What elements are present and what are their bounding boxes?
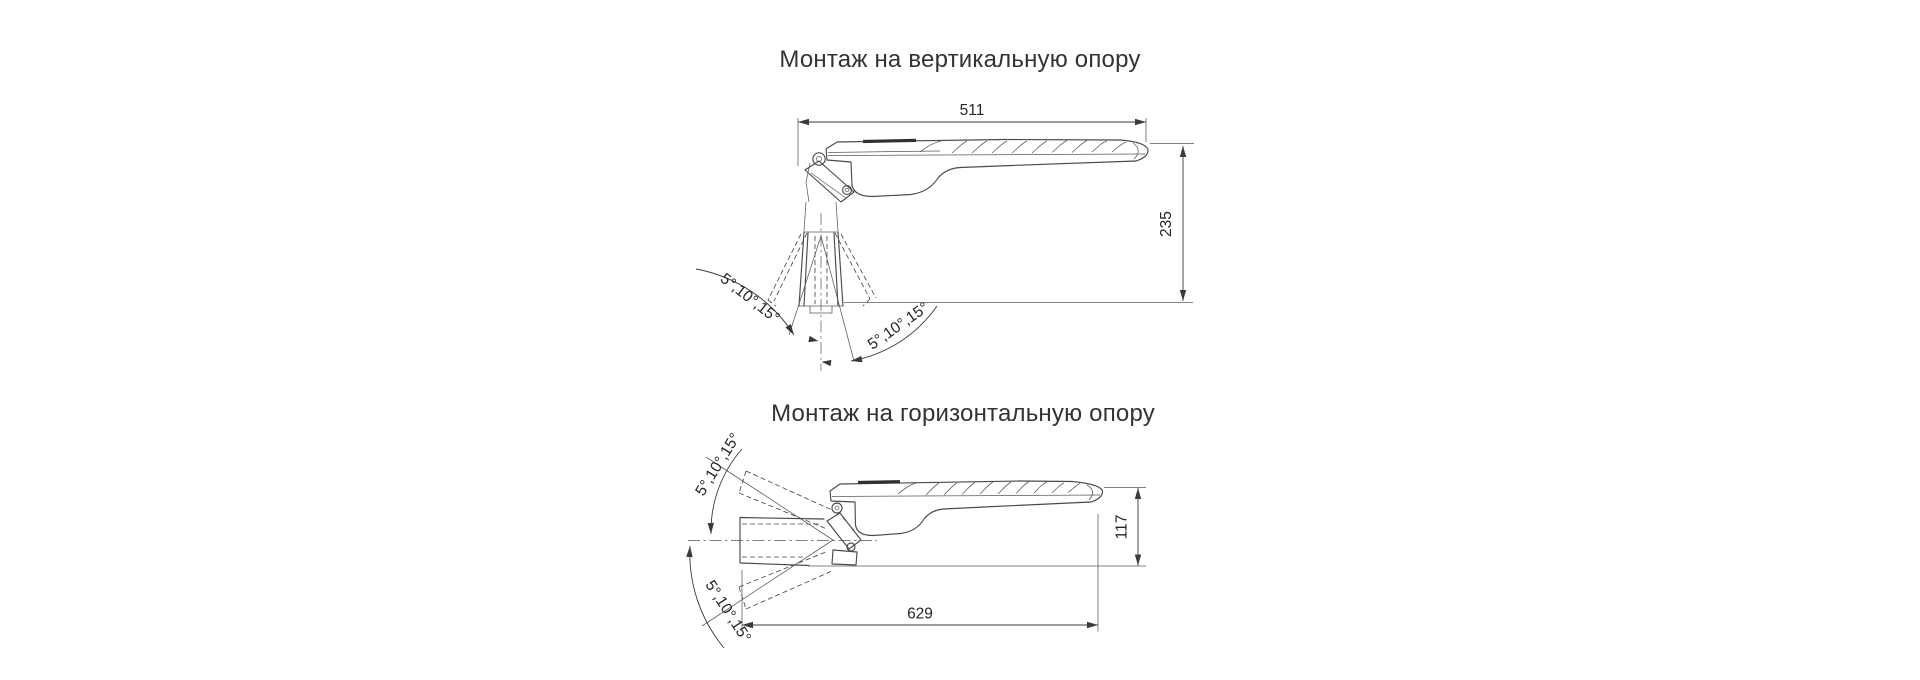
tilt-arrow bbox=[821, 359, 831, 367]
tilt-arrow bbox=[808, 336, 819, 344]
dimension-height-value: 117 bbox=[1113, 514, 1131, 540]
dimension-length bbox=[742, 514, 1098, 632]
top-edge-accent bbox=[858, 482, 900, 483]
vertical-mount-drawing bbox=[560, 30, 1260, 380]
heatsink-fins bbox=[926, 482, 1080, 496]
dimension-height bbox=[1150, 144, 1194, 302]
heatsink-fins bbox=[952, 141, 1126, 154]
dimension-height-value: 235 bbox=[1158, 211, 1175, 237]
tilt-angles-label-left: 5°,10°,15° bbox=[716, 270, 783, 327]
tilt-arc-right bbox=[821, 299, 937, 366]
horizontal-mount-title: Монтаж на горизонтальную опору bbox=[771, 400, 1155, 427]
mounting-bracket bbox=[804, 153, 854, 231]
horizontal-pole bbox=[740, 518, 824, 566]
nose-detail bbox=[1087, 485, 1093, 500]
tilt-arc-bottom bbox=[690, 546, 754, 648]
fin-leading-edge bbox=[920, 141, 941, 152]
luminaire-outline bbox=[830, 481, 1103, 536]
vertical-mount-title: Монтаж на вертикальную опору bbox=[779, 46, 1141, 73]
dimension-length bbox=[798, 102, 1146, 166]
luminaire-outline bbox=[826, 140, 1148, 197]
top-edge-accent bbox=[863, 140, 916, 141]
tilt-arc-top bbox=[692, 430, 744, 534]
tilt-angles-label-right: 5°,10°,15° bbox=[864, 299, 933, 354]
tilt-angles-label-bottom: 5°,10°,15° bbox=[701, 577, 755, 646]
nose-detail bbox=[1133, 143, 1138, 159]
tilt-angles-label-top: 5°,10°,15° bbox=[692, 430, 745, 499]
dimension-length-value: 511 bbox=[959, 102, 985, 119]
fin-leading-edge bbox=[898, 483, 916, 494]
tilt-fan bbox=[768, 233, 876, 361]
mounting-bracket bbox=[827, 503, 861, 565]
horizontal-mount-drawing bbox=[600, 400, 1360, 680]
dimension-height bbox=[1104, 488, 1146, 566]
dimension-length-value: 629 bbox=[907, 605, 933, 623]
